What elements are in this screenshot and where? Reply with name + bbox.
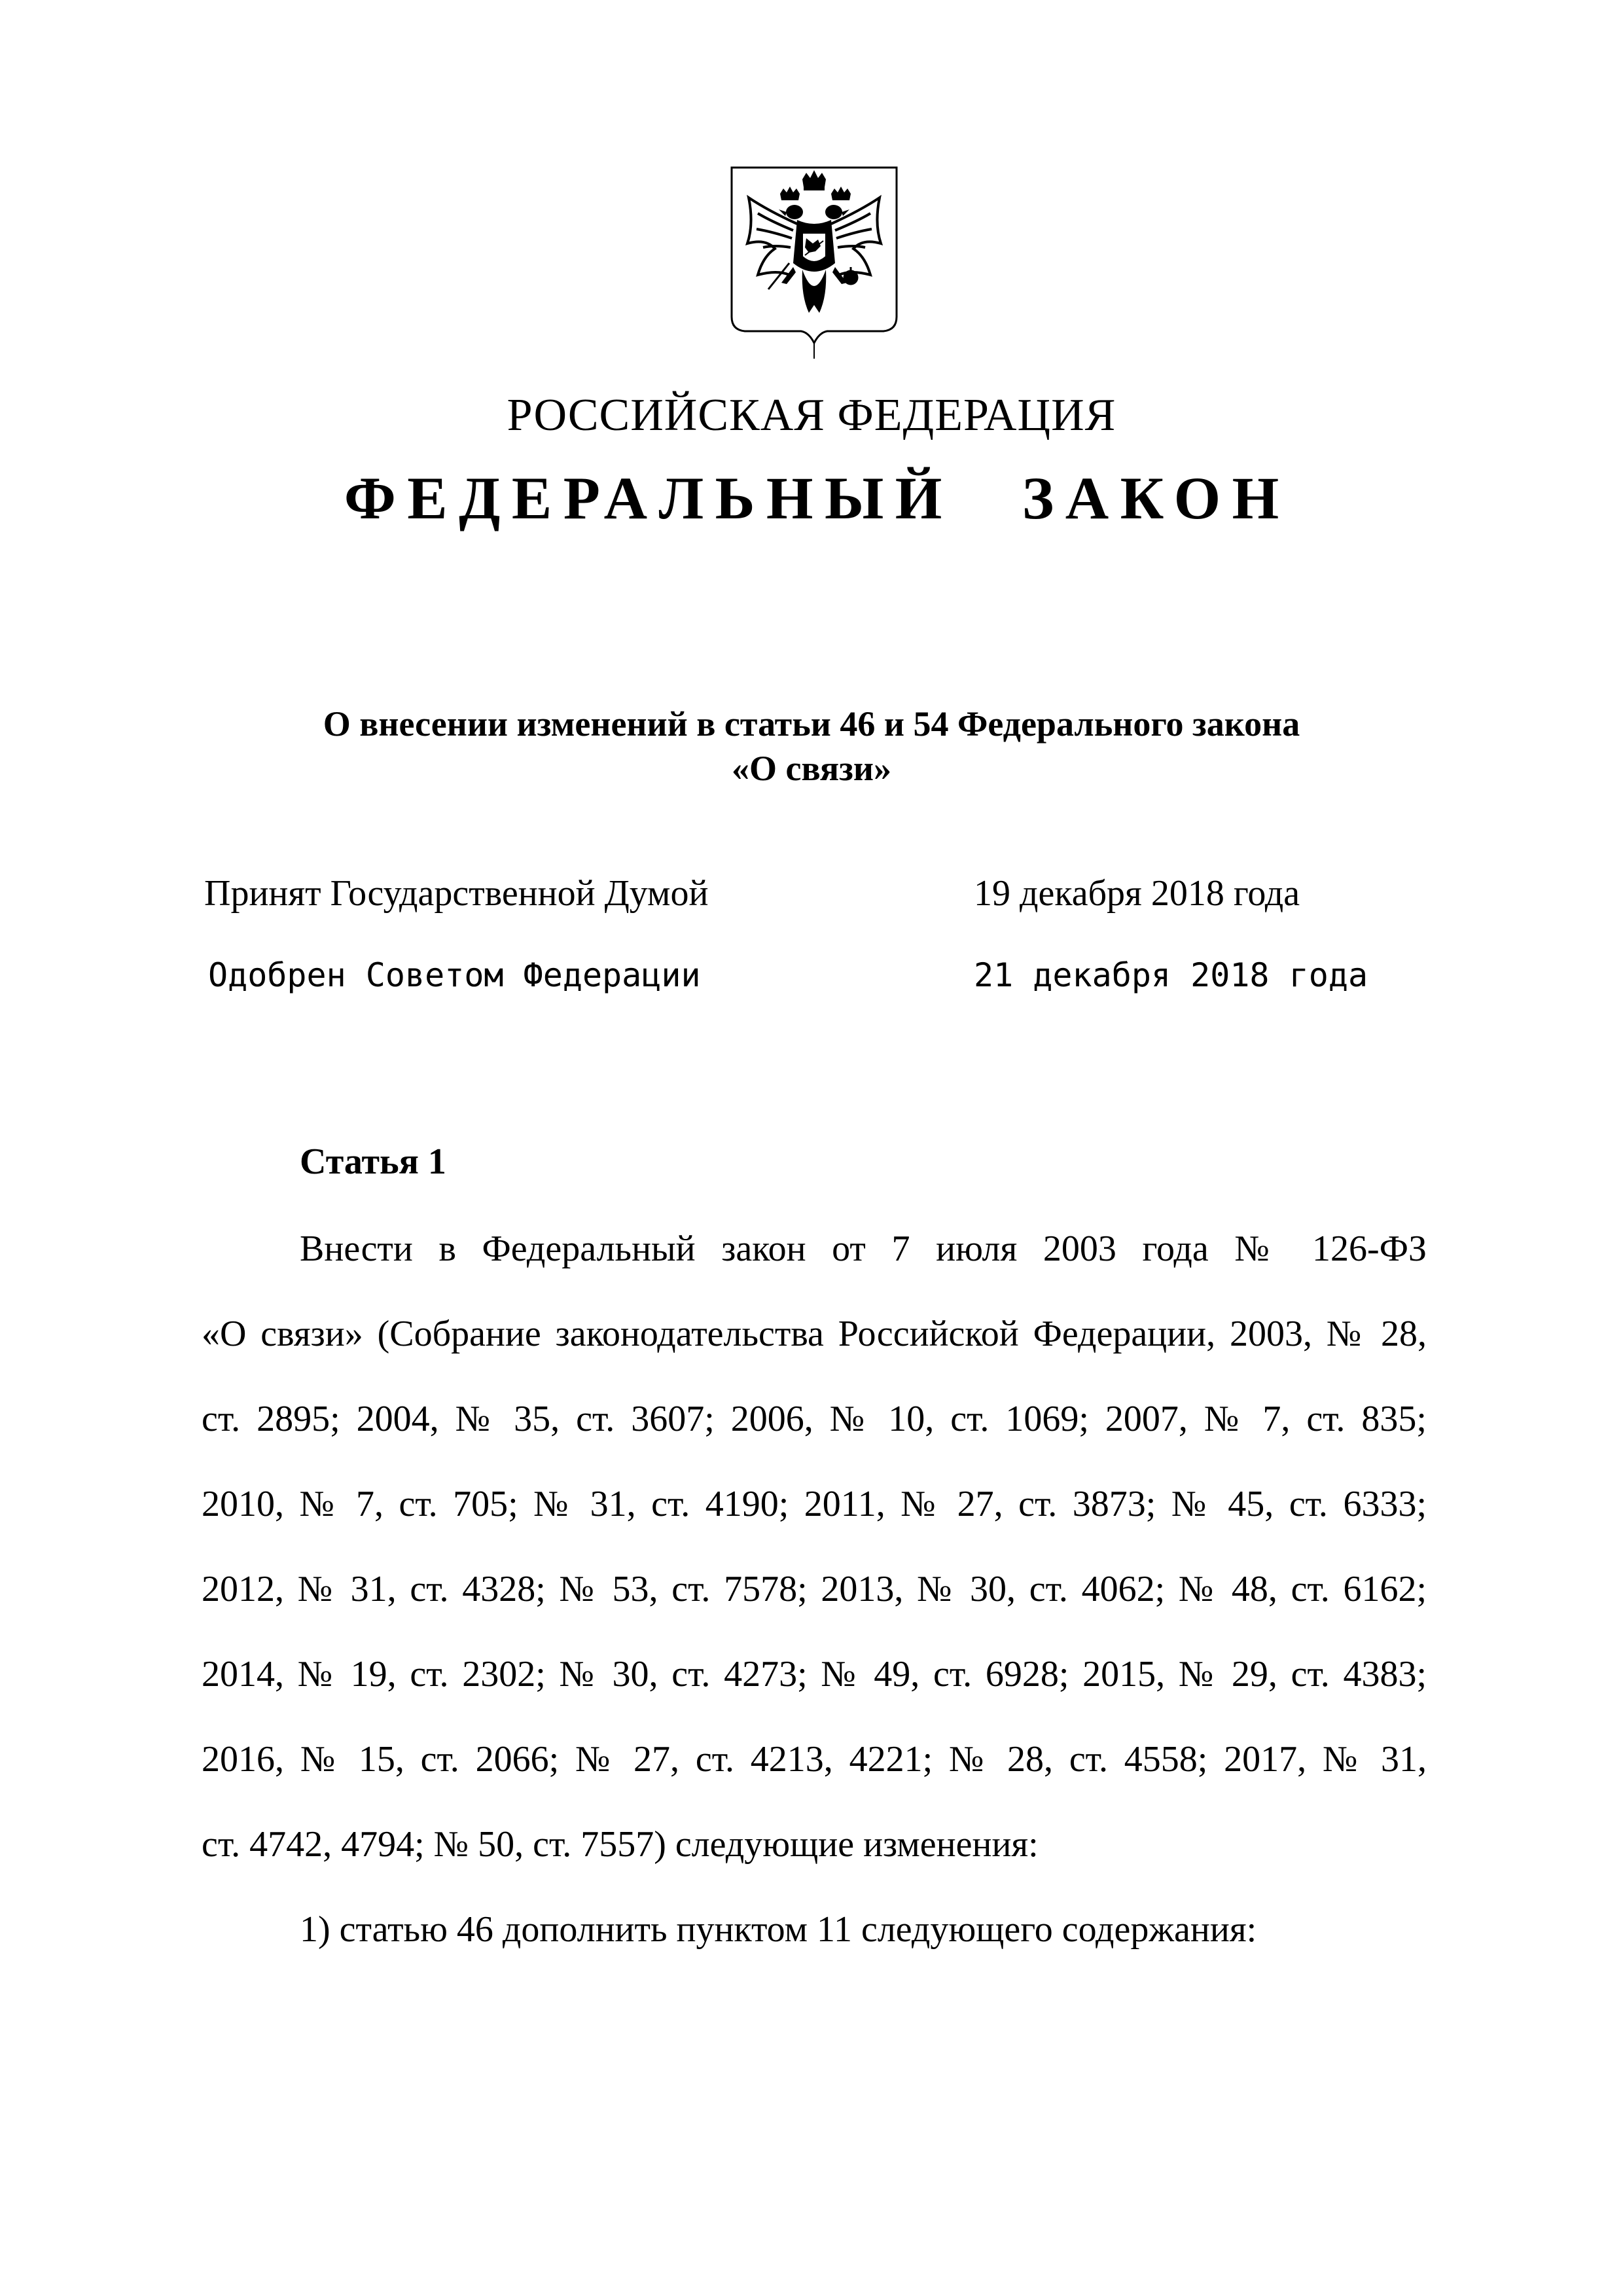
council-approval-label: Одобрен Советом Федерации bbox=[208, 956, 701, 994]
article-text-line: 2016, № 15, ст. 2066; № 27, ст. 4213, 4221; № 28, ст. 4558; 2017, № 31, bbox=[202, 1739, 1427, 1780]
article-text-line: ст. 2895; 2004, № 35, ст. 3607; 2006, № 10, ст. 1069; 2007, № 7, ст. 835; bbox=[202, 1399, 1427, 1439]
russian-coat-of-arms-icon bbox=[729, 165, 899, 361]
article-text-line: 2010, № 7, ст. 705; № 31, ст. 4190; 2011, № 27, ст. 3873; № 45, ст. 6333; bbox=[202, 1484, 1427, 1524]
duma-adoption-label: Принят Государственной Думой bbox=[204, 873, 709, 914]
article-heading: Статья 1 bbox=[300, 1141, 446, 1182]
duma-adoption-date: 19 декабря 2018 года bbox=[974, 873, 1300, 914]
article-text-line: «О связи» (Собрание законодательства Российской Федерации, 2003, № 28, bbox=[202, 1314, 1427, 1354]
article-text-line: 2012, № 31, ст. 4328; № 53, ст. 7578; 2013, № 30, ст. 4062; № 48, ст. 6162; bbox=[202, 1569, 1427, 1609]
law-title bbox=[0, 702, 1623, 791]
document-type-heading: ФЕДЕРАЛЬНЫЙ ЗАКОН bbox=[344, 465, 1291, 531]
council-approval-date: 21 декабря 2018 года bbox=[974, 956, 1368, 994]
country-name: РОССИЙСКАЯ ФЕДЕРАЦИЯ bbox=[507, 390, 1116, 440]
law-title-line-1: О внесении изменений в статьи 46 и 54 Федерального закона bbox=[323, 704, 1300, 744]
article-text-line: ст. 4742, 4794; № 50, ст. 7557) следующие изменения: bbox=[202, 1824, 1039, 1865]
article-text-line: Внести в Федеральный закон от 7 июля 2003 года № 126-ФЗ bbox=[300, 1229, 1427, 1269]
article-item-1: 1) статью 46 дополнить пунктом 11 следующего содержания: bbox=[300, 1909, 1257, 1950]
article-text-line: 2014, № 19, ст. 2302; № 30, ст. 4273; № 49, ст. 6928; 2015, № 29, ст. 4383; bbox=[202, 1654, 1427, 1695]
law-title-line-2: «О связи» bbox=[732, 749, 891, 788]
